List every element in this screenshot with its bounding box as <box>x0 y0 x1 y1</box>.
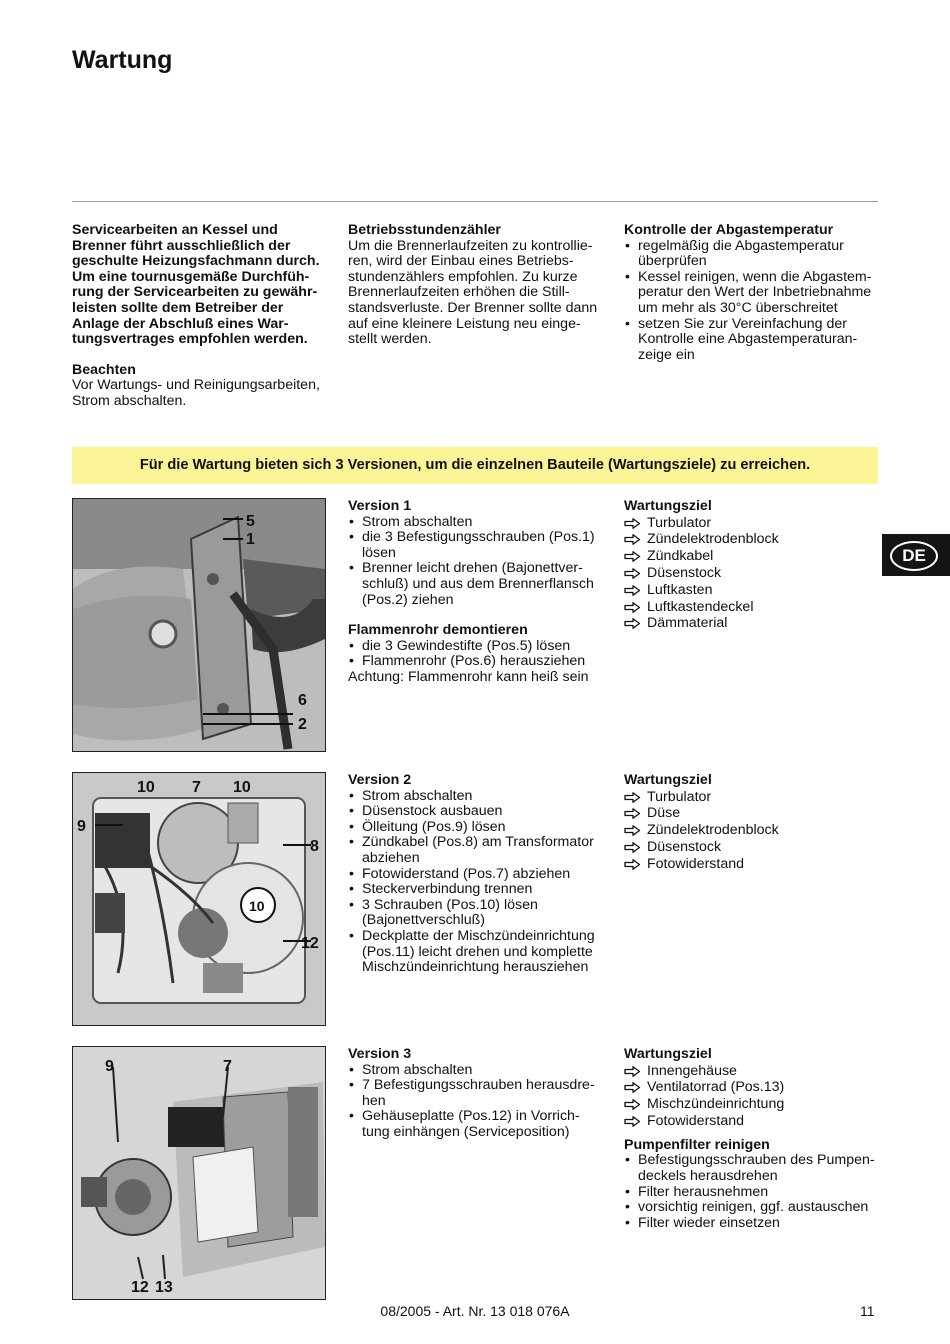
versions-banner <box>72 447 878 484</box>
photo-3-label-13: 13 <box>155 1279 173 1296</box>
target-label: Turbulator <box>647 788 712 805</box>
list-item: • Steckerverbindung trennen <box>348 882 610 898</box>
exhaust-heading: Kontrolle der Abgastemperatur <box>624 222 834 238</box>
target-item <box>624 1079 886 1096</box>
target-item <box>624 615 886 632</box>
target-item <box>624 1063 886 1080</box>
pump-filter-heading: Pumpenfilter reinigen <box>624 1136 770 1153</box>
photo-2-label-10a: 10 <box>137 779 155 796</box>
photo-2-label-8: 8 <box>310 838 319 855</box>
list-item: • Brenner leicht drehen (Bajonettver- schluß) und aus dem Brennerflansch (Pos.2) ziehen <box>348 561 610 608</box>
photo-3-label-7: 7 <box>223 1058 232 1075</box>
version-1-steps <box>348 515 610 609</box>
list-item: • Ölleitung (Pos.9) lösen <box>348 820 610 836</box>
photo-2-label-10c: 10 <box>249 898 265 914</box>
target-label: Luftkasten <box>647 581 713 598</box>
target-item <box>624 789 886 806</box>
hours-meter-heading: Betriebsstundenzähler <box>348 222 501 238</box>
versions-banner-text: Für die Wartung bieten sich 3 Versionen, um die einzelnen Bauteile (Wartungsziele) zu erreichen. <box>139 456 811 473</box>
target-label: Düsenstock <box>647 838 722 855</box>
list-item: • Zündkabel (Pos.8) am Transformator abziehen <box>348 835 610 866</box>
list-item: • vorsichtig reinigen, ggf. austauschen <box>624 1200 886 1216</box>
target-item <box>624 822 886 839</box>
list-item: • Fotowiderstand (Pos.7) abziehen <box>348 867 610 883</box>
list-item: • Flammenrohr (Pos.6) herausziehen <box>348 654 610 670</box>
version-2-targets <box>624 773 886 873</box>
target-item <box>624 1096 886 1113</box>
photo-2-label-7: 7 <box>192 779 201 796</box>
version-1-targets <box>624 499 886 632</box>
photo-3-label-12: 12 <box>131 1279 149 1296</box>
target-item <box>624 805 886 822</box>
target-label: Fotowiderstand <box>647 1112 744 1129</box>
version-1-heading: Version 1 <box>348 498 412 514</box>
intro-column <box>72 223 334 410</box>
target-item <box>624 531 886 548</box>
target-label: Düsenstock <box>647 564 722 581</box>
target-item <box>624 839 886 856</box>
version-2-heading: Version 2 <box>348 772 412 788</box>
list-item: • Gehäuseplatte (Pos.12) in Vorrich- tung einhängen (Serviceposition) <box>348 1109 610 1140</box>
hours-meter-column <box>348 223 610 348</box>
list-item: • regelmäßig die Abgastemperatur überprüfen <box>624 239 886 270</box>
target-label: Zündelektrodenblock <box>647 531 779 548</box>
version-3-targets <box>624 1047 886 1231</box>
version-1-target-heading: Wartungsziel <box>624 498 712 514</box>
version-1-block <box>348 499 610 686</box>
language-tab-label: DE <box>890 541 938 571</box>
version-2-target-heading: Wartungsziel <box>624 772 712 788</box>
photo-2-label-12: 12 <box>301 935 319 952</box>
target-item <box>624 856 886 873</box>
page-number: 11 <box>860 1303 875 1319</box>
photo-3-label-9: 9 <box>105 1058 114 1075</box>
target-label: Fotowiderstand <box>647 855 744 872</box>
target-item <box>624 582 886 599</box>
intro-lead: Servicearbeiten an Kessel und Brenner führt ausschließlich der geschulte Heizungsfachmann durch. Um eine tournusgemäße Durchfüh- rung der Servicearbeiten zu gewähr- leisten sollte dem Betreiber der Anlage der Abschluß eines War- tungsvertrages empfohlen werden. <box>72 222 320 348</box>
target-item <box>624 599 886 616</box>
target-label: Düse <box>647 805 681 822</box>
version-2-block <box>348 773 610 976</box>
target-label: Zündelektrodenblock <box>647 822 779 839</box>
version-3-photo <box>72 1046 326 1300</box>
version-2-photo <box>72 772 326 1026</box>
version-3-target-list <box>624 1063 886 1130</box>
version-3-heading: Version 3 <box>348 1046 412 1062</box>
pump-filter-steps <box>624 1153 886 1231</box>
version-2-target-list <box>624 789 886 873</box>
list-item: • 3 Schrauben (Pos.10) lösen (Bajonettverschluß) <box>348 898 610 929</box>
version-1-target-list <box>624 515 886 633</box>
list-item: • Düsenstock ausbauen <box>348 804 610 820</box>
note-heading: Beachten <box>72 361 136 378</box>
note-text: Vor Wartungs- und Reinigungsarbeiten, Strom abschalten. <box>72 377 320 409</box>
target-label: Zündkabel <box>647 548 714 565</box>
version-1-photo <box>72 498 326 752</box>
target-item <box>624 1113 886 1130</box>
page-title: Wartung <box>72 46 173 74</box>
exhaust-column <box>624 223 886 363</box>
hours-meter-text: Um die Brennerlaufzeiten zu kontrollie- ren, wird der Einbau eines Betriebs- stundenzählers empfohlen. Zu kurze Brennerlaufzeiten erhöhen die Still- standsverluste. Der Brenner sollte dann auf eine kleinere Leistung neu einge- stellt werden. <box>348 237 598 348</box>
list-item: • Filter herausnehmen <box>624 1185 886 1201</box>
list-item: • Filter wieder einsetzen <box>624 1216 886 1232</box>
header-rule <box>72 201 878 202</box>
version-3-steps <box>348 1063 610 1141</box>
photo-2-label-10b: 10 <box>233 779 251 796</box>
footer-article-number: 08/2005 - Art. Nr. 13 018 076A <box>380 1303 570 1319</box>
list-item: • Befestigungsschrauben des Pumpen- deckels herausdrehen <box>624 1153 886 1184</box>
target-item <box>624 565 886 582</box>
target-label: Ventilatorrad (Pos.13) <box>647 1079 785 1096</box>
list-item: • die 3 Gewindestifte (Pos.5) lösen <box>348 639 610 655</box>
list-item: • 7 Befestigungsschrauben herausdre- hen <box>348 1078 610 1109</box>
exhaust-list <box>624 239 886 364</box>
target-item <box>624 548 886 565</box>
list-item: • Kessel reinigen, wenn die Abgastem- peratur den Wert der Inbetriebnahme um mehr als 30°C überschreitet <box>624 270 886 317</box>
photo-1-label-5: 5 <box>246 513 255 530</box>
list-item: • die 3 Befestigungsschrauben (Pos.1) lösen <box>348 530 610 561</box>
language-tab <box>882 534 950 576</box>
version-1-sub-steps <box>348 639 610 670</box>
target-label: Luftkastendeckel <box>647 598 754 615</box>
list-item: • Deckplatte der Mischzündeinrichtung (Pos.11) leicht drehen und komplette Mischzündeinrichtung herausziehen <box>348 929 610 976</box>
version-3-target-heading: Wartungsziel <box>624 1046 712 1062</box>
target-item <box>624 515 886 532</box>
photo-1-label-2: 2 <box>298 716 307 733</box>
version-3-block <box>348 1047 610 1141</box>
photo-2-label-9: 9 <box>77 818 86 835</box>
list-item: • Strom abschalten <box>348 515 610 531</box>
list-item: • Strom abschalten <box>348 1063 610 1079</box>
target-label: Innengehäuse <box>647 1062 737 1079</box>
version-1-warning: Achtung: Flammenrohr kann heiß sein <box>348 668 589 685</box>
target-label: Mischzündeinrichtung <box>647 1096 785 1113</box>
version-2-steps <box>348 789 610 976</box>
target-label: Dämmaterial <box>647 615 728 632</box>
photo-1-label-6: 6 <box>298 692 307 709</box>
list-item: • setzen Sie zur Vereinfachung der Kontrolle eine Abgastemperaturan- zeige ein <box>624 317 886 364</box>
target-label: Turbulator <box>647 514 712 531</box>
version-1-sub-heading: Flammenrohr demontieren <box>348 622 528 639</box>
list-item: • Strom abschalten <box>348 789 610 805</box>
photo-1-label-1: 1 <box>246 531 255 548</box>
